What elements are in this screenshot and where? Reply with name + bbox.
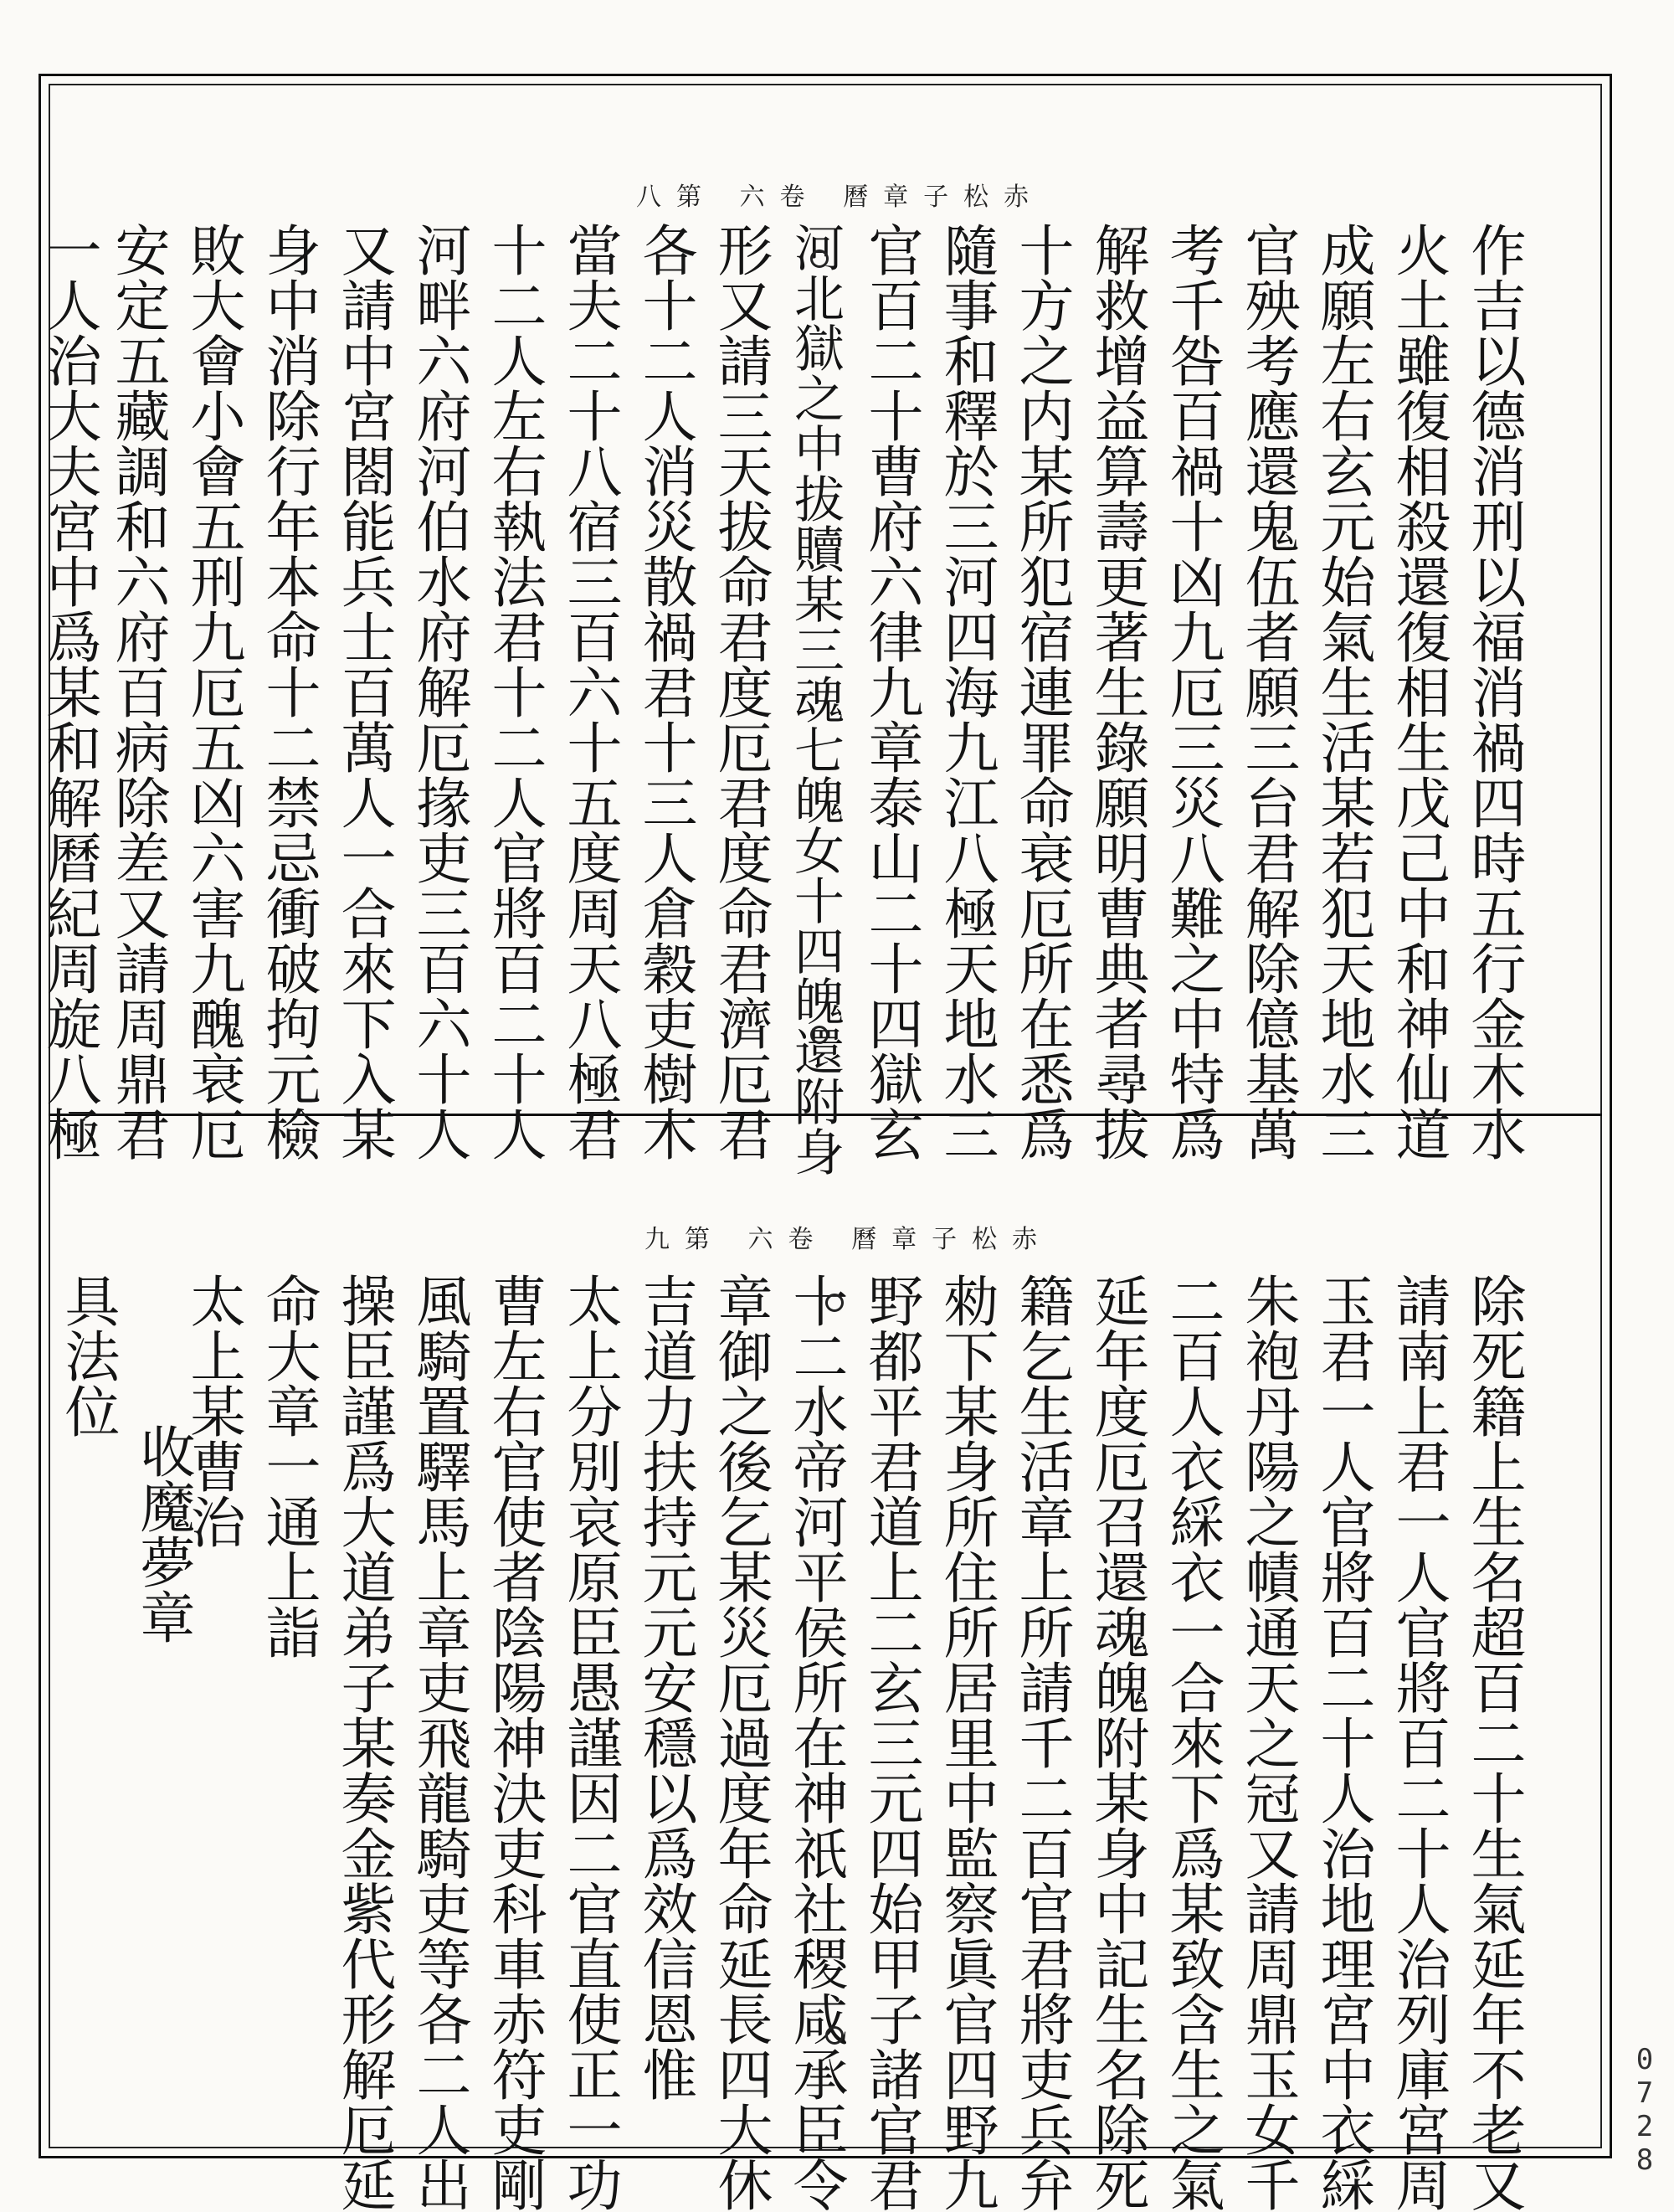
upper-column: 形又請三天拔命君度厄君度命君濟厄君 [708,222,773,1161]
upper-column: 河北獄之中拔贖某三魂七魄女十四魄還附身 [786,222,845,1176]
lower-column: 具法位 [55,1273,120,1438]
lower-column: 除死籍上生名超百二十生氣延年不老又 [1461,1273,1526,2212]
lower-column: 延年度厄召還魂魄附某身中記生名除死 [1085,1273,1149,2212]
lower-column: 操臣謹爲大道弟子某奏金紫代形解厄延 [331,1273,396,2212]
lower-column: 吉道力扶持元元安穩以爲效信恩惟 [633,1273,697,2101]
upper-column: 又請中宮閤能兵士百萬人一合來下入某 [331,222,396,1161]
upper-column: 安定五藏調和六府百病除差又請周鼎君 [105,222,170,1161]
lower-column: 太上某曹治 [181,1273,245,1549]
paragraph-circle-mark [825,1294,844,1312]
lower-column: 章御之後乞某災厄過度年命延長四大休 [708,1273,773,2212]
paragraph-circle-mark [825,2026,844,2045]
upper-column: 火土雖復相殺還復相生戊己中和神仙道 [1386,222,1451,1161]
lower-column: 風騎置驛馬上章吏飛龍騎吏等各二人出 [407,1273,471,2212]
lower-column: 勑下某身所住所居里中監察眞官四野九 [934,1273,999,2212]
upper-column: 成願左右玄元始氣生活某若犯天地水三 [1311,222,1375,1161]
upper-column: 十方之内某所犯宿連罪命衰厄所在悉爲 [1009,222,1074,1161]
upper-column: 河畔六府河伯水府解厄掾吏三百六十人 [407,222,471,1161]
upper-column: 隨事和釋於三河四海九江八極天地水三 [934,222,999,1161]
lower-column: 曹左右官使者陰陽神決吏科車赤符吏剛 [482,1273,547,2212]
paragraph-circle-mark [810,249,829,268]
lower-column: 命大章一通上詣 [256,1273,321,1659]
upper-column: 當夫二十八宿三百六十五度周天八極君 [557,222,622,1161]
upper-column: 官百二十曹府六律九章泰山二十四獄玄 [859,222,923,1161]
lower-column: 太上分別哀原臣愚謹因二官直使正一功 [557,1273,622,2212]
upper-column: 解救增益算壽更著生錄願明曹典者尋拔 [1085,222,1149,1161]
upper-column: 一人治大夫宮中爲某和解曆紀周旋八極 [37,222,101,1161]
upper-column: 作吉以德消刑以福消禍四時五行金木水 [1461,222,1526,1161]
lower-column: 籍乞生活章上所請千二百官君將吏兵弁 [1009,1273,1074,2212]
upper-column: 十二人左右執法君十二人官將百二十人 [482,222,547,1161]
upper-column: 身中消除行年本命十二禁忌衝破拘元檢 [256,222,321,1161]
upper-column: 各十二人消災散禍君十三人倉穀吏樹木 [633,222,697,1161]
page-number: 0728 [1628,2043,1661,2177]
lower-column: 玉君一人官將百二十人治地理宮中衣綵 [1311,1273,1375,2212]
lower-column: 朱袍丹陽之幘通天之冠又請周鼎玉女千 [1235,1273,1300,2212]
lower-column: 收魔夢章 [131,1423,195,1644]
upper-column: 敗大會小會五刑九厄五凶六害九醜衰厄 [181,222,245,1161]
paragraph-circle-mark [810,1026,829,1044]
lower-column: 二百人衣綵衣一合來下爲某致含生之氣 [1160,1273,1225,2212]
lower-column: 請南上君一人官將百二十人治列庫宮周 [1386,1273,1451,2212]
upper-column: 考千咎百禍十凶九厄三災八難之中特爲 [1160,222,1225,1161]
upper-column: 官殃考應還鬼伍者願三台君解除億基萬 [1235,222,1300,1161]
lower-column: 十二水帝河平侯所在神祇社稷咸承臣令 [783,1273,848,2212]
lower-page-header: 赤松子章曆 卷六 第九 [644,1225,1053,1254]
lower-column: 野都平君道上二玄三元四始甲子諸官君 [859,1273,923,2212]
upper-page-header: 赤松子章曆 卷六 第八 [636,183,1045,212]
